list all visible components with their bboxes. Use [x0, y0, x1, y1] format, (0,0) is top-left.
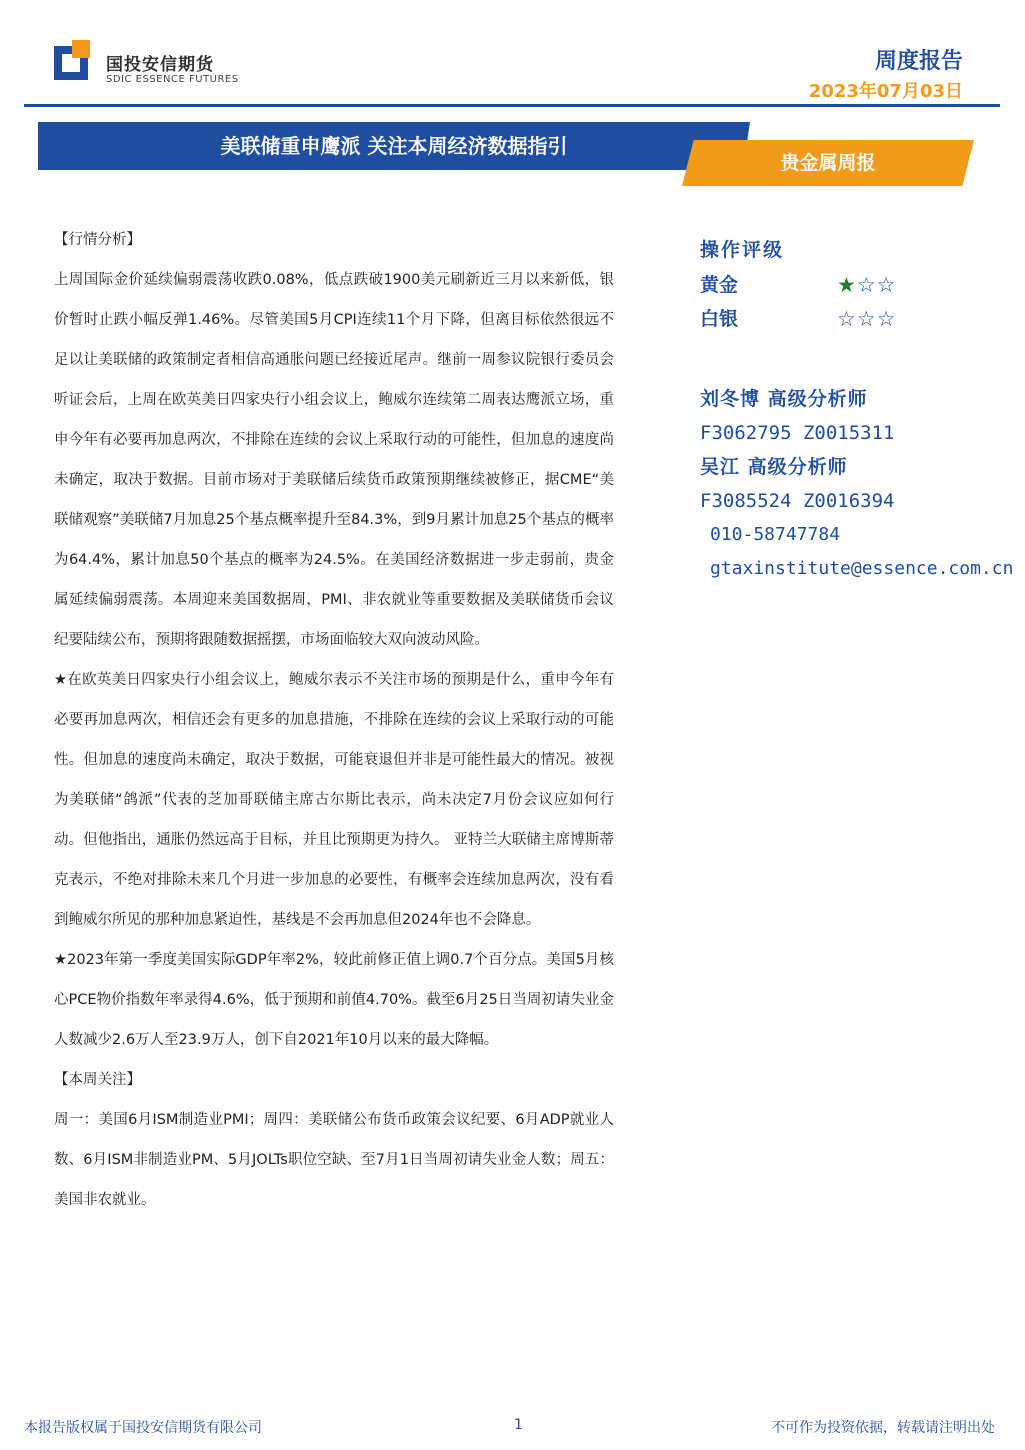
sidebar: [700, 232, 1020, 586]
header-divider: [24, 104, 1000, 107]
report-body: [54, 220, 614, 1220]
section-heading-analysis: 【行情分析】: [54, 232, 141, 248]
report-category: 贵金属周报: [780, 152, 876, 174]
body-paragraph: 周一：美国6月ISM制造业PMI；周四：美联储公布货币政策会议纪要、6月ADP就业人数、6月ISM非制造业PM、5月JOLTs职位空缺、至7月1日当周初请失业金人数；周五：美国非农就业。: [54, 1112, 614, 1208]
company-logo: [54, 40, 94, 80]
page-number: 1: [514, 1417, 523, 1433]
star-rating-icon: ★☆☆: [837, 273, 897, 297]
analyst-cert: F3062795 Z0015311: [700, 422, 895, 444]
analyst-name: 刘冬博 高级分析师: [700, 388, 868, 410]
rating-name: 白银: [700, 308, 739, 330]
body-paragraph: ★在欧英美日四家央行小组会议上，鲍威尔表示不关注市场的预期是什么，重申今年有必要再加息两次，相信还会有更多的加息措施，不排除在连续的会议上采取行动的可能性。但加息的速度尚未确定，取决于数据，可能衰退但并非是可能性最大的情况。被视为美联储“鸽派”代表的芝加哥联储主席古尔斯比表示，尚未决定7月份会议应如何行动。但他指出，通胀仍然远高于目标，并且比预期更为持久。 亚特兰大联储主席博斯蒂克表示，不绝对排除未来几个月进一步加息的必要性，有概率会连续加息两次，没有看到鲍威尔所见的那种加息紧迫性，基线是不会再加息但2024年也不会降息。: [54, 672, 614, 928]
body-paragraph: ★2023年第一季度美国实际GDP年率2%，较此前修正值上调0.7个百分点。美国5月核心PCE物价指数年率录得4.6%，低于预期和前值4.70%。截至6月25日当周初请失业金人数减少2.6万人至23.9万人，创下自2021年10月以来的最大降幅。: [54, 952, 614, 1048]
report-title: 美联储重申鹰派 关注本周经济数据指引: [220, 134, 568, 158]
rating-row-gold: [700, 268, 1020, 302]
company-name-cn: 国投安信期货: [106, 55, 214, 75]
company-name-en: SDIC ESSENCE FUTURES: [106, 74, 239, 85]
rating-name: 黄金: [700, 274, 739, 296]
body-paragraph: 上周国际金价延续偏弱震荡收跌0.08%，低点跌破1900美元刷新近三月以来新低，银价暂时止跌小幅反弹1.46%。尽管美国5月CPI连续11个月下降，但离目标依然很远不足以让美联储的政策制定者相信高通胀问题已经接近尾声。继前一周参议院银行委员会听证会后，上周在欧英美日四家央行小组会议上，鲍威尔连续第二周表达鹰派立场，重申今年有必要再加息两次，不排除在连续的会议上采取行动的可能性，但加息的速度尚未确定，取决于数据。目前市场对于美联储后续货币政策预期继续被修正，据CME“美联储观察”美联储7月加息25个基点概率提升至84.3%，到9月累计加息25个基点的概率为64.4%，累计加息50个基点的概率为24.5%。在美国经济数据进一步走弱前，贵金属延续偏弱震荡。本周迎来美国数据周，PMI、非农就业等重要数据及美联储货币会议纪要陆续公布，预期将跟随数据摇摆，市场面临较大双向波动风险。: [54, 272, 614, 648]
report-type: 周度报告: [874, 49, 963, 74]
footer-copyright: 本报告版权属于国投安信期货有限公司: [24, 1420, 262, 1436]
section-heading-focus: 【本周关注】: [54, 1072, 141, 1088]
contact-email[interactable]: gtaxinstitute@essence.com.cn: [710, 558, 1014, 579]
report-date: 2023年07月03日: [808, 81, 963, 102]
analyst-name: 吴江 高级分析师: [700, 456, 848, 478]
rating-title: 操作评级: [700, 239, 785, 261]
contact-phone: 010-58747784: [710, 524, 841, 545]
rating-row-silver: [700, 302, 1020, 336]
star-rating-icon: ☆☆☆: [837, 307, 897, 331]
footer-disclaimer: 不可作为投资依据，转载请注明出处: [771, 1420, 995, 1436]
analyst-cert: F3085524 Z0016394: [700, 490, 895, 512]
